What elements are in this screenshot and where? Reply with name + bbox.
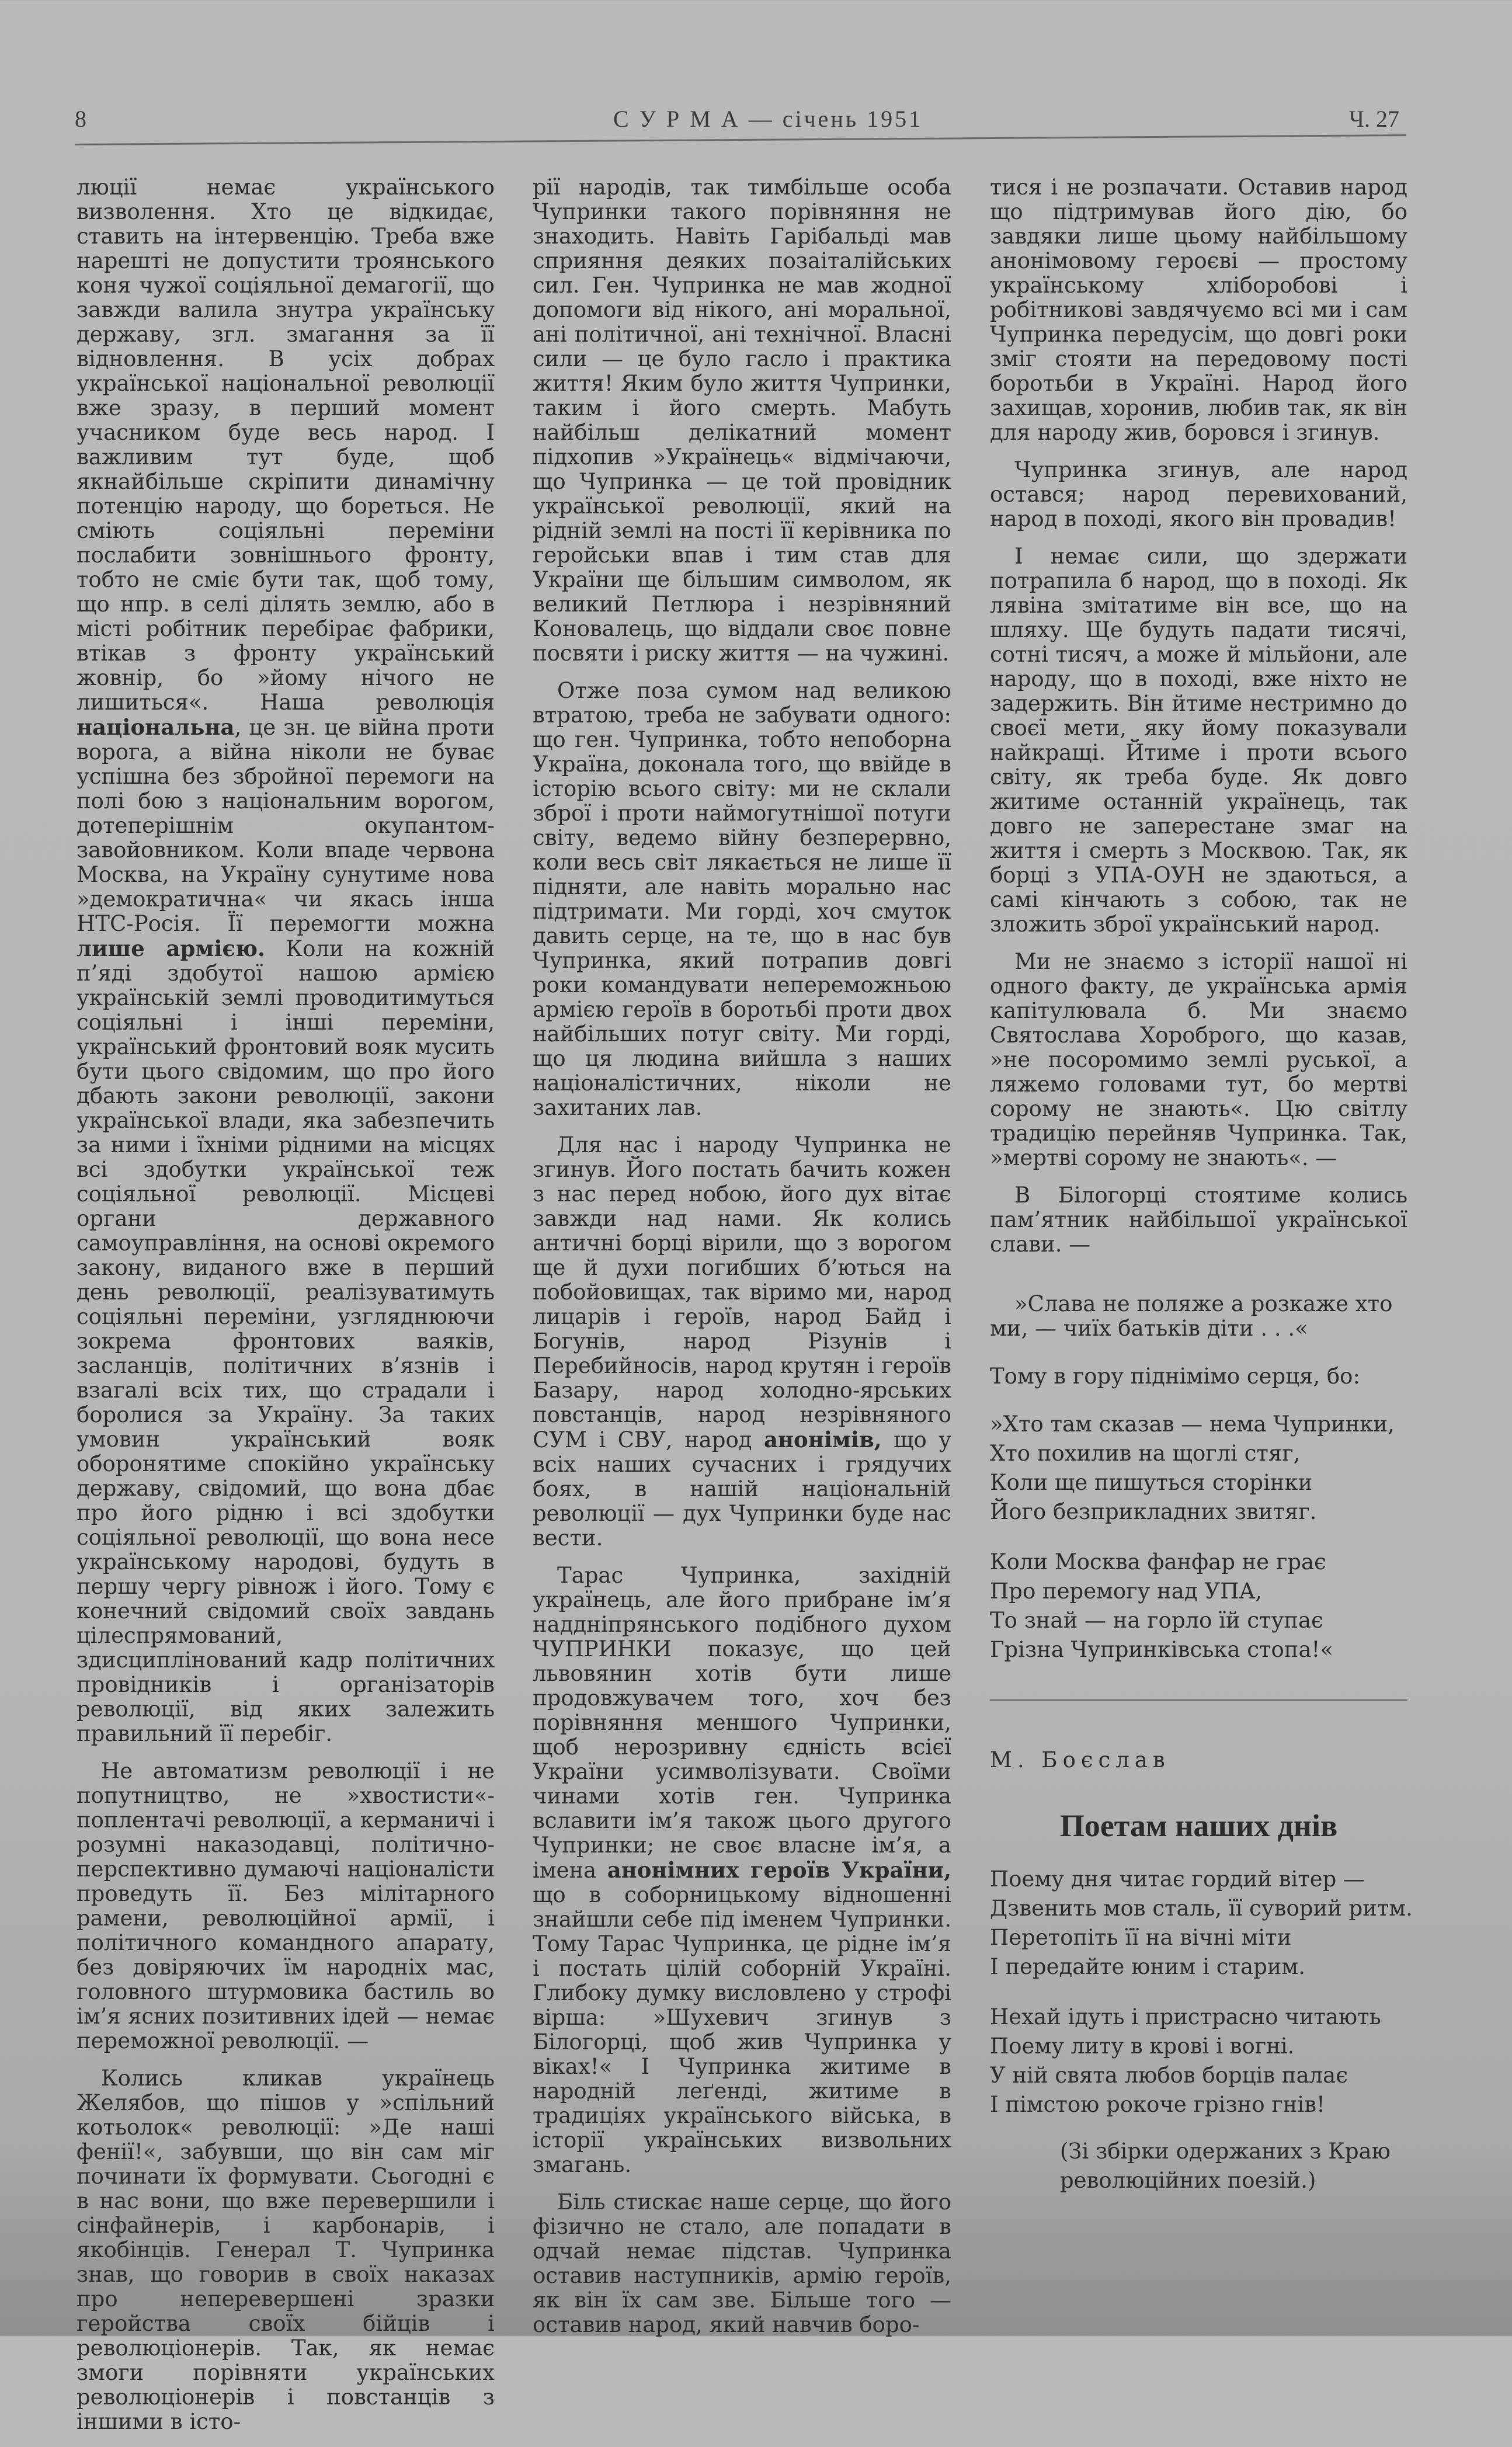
paragraph-text: тися і не розпачати. Оставив народ що підтримував його дію, бо завдяки лише цьому найбільшому анонімовому героєві — простому українському хліборобові і робітникові завдячуємо всі ми і сам Чупринка передусім, що довгі роки зміг стояти на передовому пості боротьби в Україні. Народ його захищав, хоронив, любив так, як він для народу жив, боровся і згинув. — [990, 175, 1407, 445]
article-paragraph — [990, 1183, 1407, 1257]
article-paragraph — [990, 175, 1407, 445]
article-paragraph — [533, 1563, 951, 2177]
emphasized-text: лише армією. — [77, 936, 265, 961]
verse-line: Його безприкладних звитяг. — [990, 1499, 1317, 1524]
verse-line: І передайте юним і старим. — [990, 1954, 1305, 1979]
poem-stanza — [990, 1865, 1413, 1982]
article-paragraph — [77, 1759, 495, 2053]
paragraph-text: що в соборницькому відношенні знайшли себе під іменем Чупринки. Тому Тарас Чупринка, це рідне ім’я і постать цілій соборній Україні. Глибоку думку висловлено у строфі вірша: »Шухевич згинув з Білогорці, щоб жив Чупринка у віках!« І Чупринка житиме в народній леґенді, житиме в традиціях українського війська, в історії українських визвольних змагань. — [533, 1882, 951, 2177]
verse-line: Хто похилив на щоглі стяг, — [990, 1441, 1301, 1466]
article-paragraph — [990, 458, 1407, 531]
verse-line: Коли Москва фанфар не грає — [990, 1549, 1326, 1574]
paragraph-text: Для нас і народу Чупринка не згинув. Його постать бачить кожен з нас перед нобою, його дух вітає завжди над нами. Як колись античні борці вірили, що з ворогом ще й духи погибших б’ються на побойовищах, так віримо ми, народ лицарів і героїв, народ Байд і Богунів, народ Різунів і Перебийносів, народ крутян і героїв Базару, народ холодно-ярських повстанців, народ незрівняного СУМ і СВУ, народ — [533, 1132, 951, 1452]
emphasized-text: анонімів, — [764, 1427, 882, 1452]
verse-line: Коли ще пишуться сторінки — [990, 1470, 1313, 1495]
column-1 — [77, 175, 495, 2447]
paragraph-text: що у всіх наших сучасних і грядучих боях, в нашій національній революції — дух Чупринки буде нас вести. — [533, 1427, 951, 1551]
paragraph-text: Біль стискає наше серце, що його фізично не стало, але попадати в одчай немає підстав. Чупринка оставив наступників, армію героїв, як він їх сам зве. Більше того — оставив народ, який навчив боро- — [533, 2189, 951, 2337]
paragraph-text: Ми не знаємо з історії нашої ні одного факту, де українська армія капітулювала б. Ми знаємо Святослава Хороброго, що казав, »не посоромимо землі руської, а ляжемо головами тут, бо мертві сорому не знають«. Цю світлу традицію перейняв Чупринка. Так, »мертві сорому не знають«. — — [990, 949, 1407, 1170]
poem-author: М. Боєслав — [990, 1747, 1170, 1772]
verse-line: Дзвенить мов сталь, її суворий ритм. — [990, 1896, 1413, 1921]
closing-quote: »Слава не поляже а розкаже хто ми, — чиїх батьків діти . . .« — [990, 1291, 1393, 1341]
emphasized-text: національна — [77, 714, 235, 740]
page-number: 8 — [75, 106, 86, 132]
verse-line: У ній свята любов борців палає — [990, 2063, 1348, 2088]
verse-line: Поему литу в крові і вогні. — [990, 2034, 1295, 2059]
paragraph-text: , це зн. це війна проти ворога, а війна ніколи не буває успішна без збройної перемоги на полі бою з національним ворогом, дотеперішнім окупантом-завойовником. Коли впаде червона Москва, на Україну сунутиме нова »демократична« чи якась інша НТС-Росія. Її перемогти можна — [77, 715, 495, 936]
paragraph-text: люції немає українського визволення. Хто це відкидає, ставить на інтервенцію. Треба вже нарешті не допустити троянського коня чужої соціяльної демагогії, що завжди валила знутра українську державу, згл. змагання за її відновлення. В усіх добрах української національної революції вже зразу, в перший момент учасником буде весь народ. І важливим тут буде, щоб якнайбільше скріпити динамічну потенцію народу, що бореться. Не сміють соціяльні переміни послабити зовнішнього фронту, тобто не сміє бути так, щоб тому, що нпр. в селі ділять землю, або в місті робітник перебірає фабрики, втікав з фронту український жовнір, бо »йому нічого не лишиться«. Наша революція — [77, 175, 495, 715]
verse-line: І пімстою рокоче грізно гнів! — [990, 2092, 1325, 2117]
article-paragraph — [990, 950, 1407, 1170]
closing-lead-in: Тому в гору піднімімо серця, бо: — [990, 1364, 1360, 1389]
article-paragraph — [77, 175, 495, 1746]
issue-number: Ч. 27 — [1349, 106, 1399, 132]
poem-stanza — [990, 2003, 1407, 2119]
paragraph-text: Коли на кожній п’яді здобутої нашою армією українській землі проводитимуться соціяльні і інші переміни, український фронтовий вояк мусить бути цього свідомим, що про його дбають закони революції, закони української влади, яка забезпечить за ними і їхніми рідними на місцях всі здобутки української теж соціяльної революції. Місцеві органи державного самоуправління, на основі окремого закону, виданого вже в перший день революції, реалізуватимуть соціяльні переміни, узгляднюючи зокрема фронтових ваяків, засланців, політичних в’язнів і взагалі всіх тих, що страдали і боролися за Україну. За таких умовин український вояк оборонятиме спокійно українську державу, свідомий, що вона дбає про його рідню і всі здобутки соціяльної революції, що вона несе українському народові, будуть в першу чергу рівнож і його. Тому є конечний свідомий своїх завдань цілеспрямований, здисциплінований кадр політичних провідників і організаторів революції, від яких залежить правильний її перебіг. — [77, 936, 495, 1746]
article-paragraph — [533, 1133, 951, 1551]
masthead-title: С У Р М А — січень 1951 — [613, 106, 923, 132]
paragraph-text: Тарас Чупринка, західній українець, але його прибране ім’я наддніпрянського подібного духом ЧУПРИНКИ показує, що цей львовянин хотів бути лише продовжувачем того, хоч без порівняння меншого Чупринки, щоб нерозривну єдність всієї України усимволізувати. Своїми чинами хотів ген. Чупринка вславити ім’я також цього другого Чупринки; не своє власне ім’я, а імена — [533, 1563, 951, 1883]
paragraph-text: Не автоматизм революції і не попутництво, не »хвостисти«-поплентачі революції, а керманичі і розумні наказодавці, політично-перспективно думаючі націоналісти проведуть її. Без мілітарного рамени, революційної армії, і політичного командного апарату, без довіряючих їм народніх мас, головного штурмовика бастиль во ім’я ясних позитивних ідей — немає переможної революції. — — [77, 1758, 495, 2053]
column-2 — [533, 175, 951, 2350]
article-paragraph — [990, 544, 1407, 937]
verse-line: Поему дня читає гордий вітер — — [990, 1866, 1365, 1892]
poem-title: Поетам наших днів — [1059, 1808, 1338, 1843]
section-divider — [990, 1699, 1407, 1701]
paragraph-text: І немає сили, що здержати потрапила б народ, що в поході. Як лявіна змітатиме він все, що на шляху. Ще будуть падати тисячі, сотні тисяч, а може й мільйони, але народу, що в поході, вже ніхто не задержить. Він йтиме нестримно до своєї мети, яку йому показували найкращі. Йтиме і проти всього світу, як треба буде. Як довго житиме останній українець, так довго не заперестане змаг на життя і смерть з Москвою. Так, як борці з УПА-ОУН не здаються, а самі кінчають з собою, так не зложить зброї український народ. — [990, 544, 1407, 937]
paragraph-text: рії народів, так тимбільше особа Чупринки такого порівняння не знаходить. Навіть Гарібальді мав сприяння деяких позаіталійських сил. Ген. Чупринка не мав жодної допомоги від нікого, ані моральної, ані політичної, ані технічної. Власні сили — це було гасло і практика життя! Яким було життя Чупринки, таким і його смерть. Мабуть найбільш делікатний момент підхопив »Українець« відмічаючи, що Чупринка — це той провідник української революції, який на рідній землі на пості її керівника по геройськи впав і тим став для України ще більшим символом, як великий Петлюра і незрівняний Коновалець, що віддали своє повне посвяти і риску життя — на чужині. — [533, 175, 951, 666]
article-paragraph — [533, 2190, 951, 2337]
article-paragraph — [533, 679, 951, 1120]
verse-line: »Хто там сказав — нема Чупринки, — [990, 1412, 1395, 1437]
header-rule — [75, 134, 1406, 145]
closing-stanza — [990, 1548, 1407, 1664]
paragraph-text: Отже поза сумом над великою втратою, треба не забувати одного: що ген. Чупринка, тобто непоборна Україна, доконала того, що ввійде в історію всього світу: ми не склали зброї і проти наймогутнішої потуги світу, ведемо війну безперервно, коли весь світ лякається не лише її підняти, але навіть морально нас підтримати. Ми горді, хоч смуток давить серце, на те, що в нас був Чупринка, який потрапив довгі роки командувати непереможньою армією героїв в боротьбі проти двох найбільших потуг світу. Ми горді, що ця людина вийшла з наших націоналістичних, ніколи не захитаних лав. — [533, 678, 951, 1120]
verse-line: Про перемогу над УПА, — [990, 1579, 1263, 1604]
poem-source-note: (Зі збірки одержаних з Краю революційних поезій.) — [1060, 2139, 1391, 2193]
article-paragraph — [533, 175, 951, 666]
paragraph-text: Колись кликав українець Желябов, що пішов у »спільний котьолок« революції: »Де наші фенії!«, забувши, що він сам міг починати їх формувати. Сьогодні є в нас вони, що вже перевершили і сінфайнерів, і карбонарів, і якобінців. Генерал Т. Чупринка знав, що говорив в своїх наказах про неперевершені зразки геройства своїх бійців і революціонерів. Так, як немає змоги порівняти українських революціонерів і повстанців з іншими в істо- — [77, 2066, 495, 2434]
closing-stanza — [990, 1410, 1407, 1527]
verse-line: То знай — на горло їй ступає — [990, 1608, 1323, 1633]
article-paragraph — [77, 2066, 495, 2434]
column-3 — [990, 175, 1413, 2195]
emphasized-text: анонімних героїв України, — [607, 1857, 951, 1883]
verse-line: Перетопіть її на вічні міти — [990, 1925, 1292, 1950]
paragraph-text: В Білогорці стоятиме колись пам’ятник найбільшої української слави. — — [990, 1183, 1407, 1257]
verse-line: Нехай ідуть і пристрасно читають — [990, 2004, 1381, 2029]
paragraph-text: Чупринка згинув, але народ остався; народ перевихований, народ в поході, якого він провадив! — [990, 457, 1407, 531]
verse-line: Грізна Чупринківська стопа!« — [990, 1637, 1334, 1662]
